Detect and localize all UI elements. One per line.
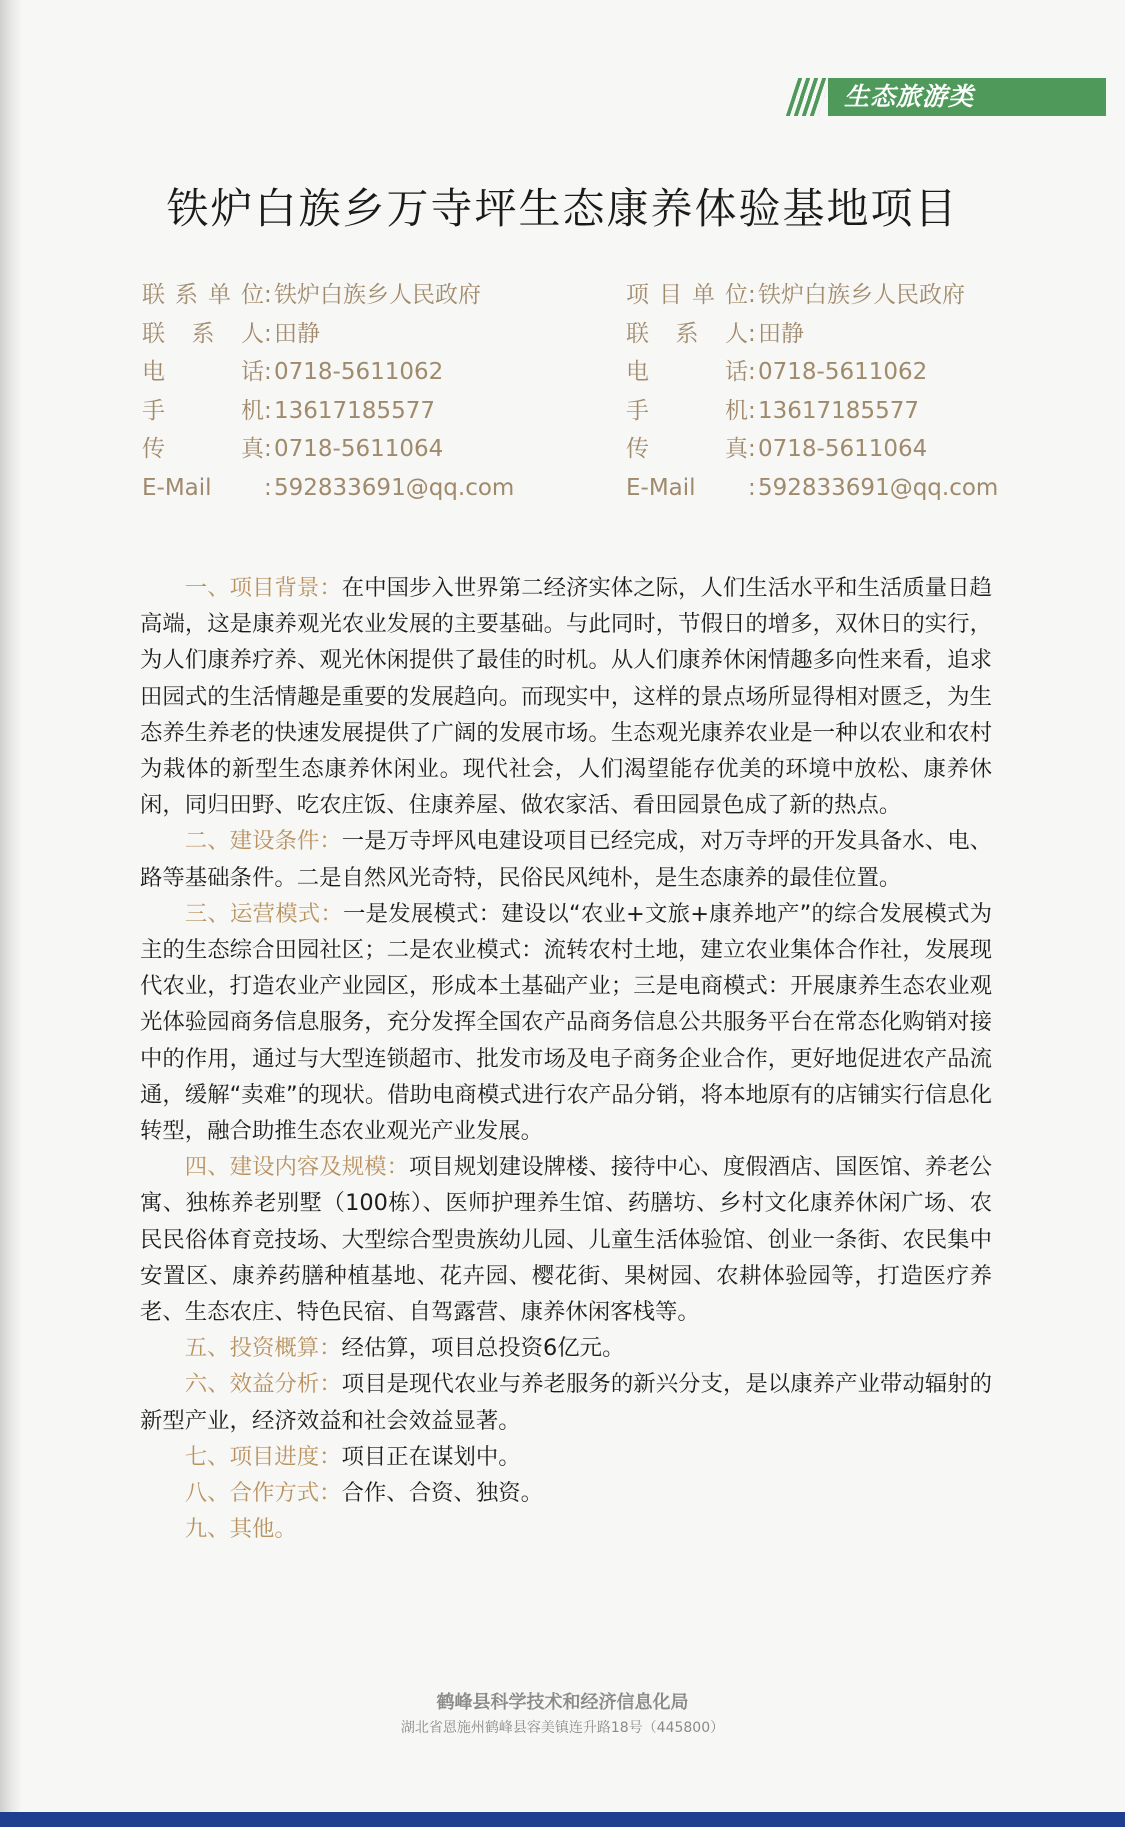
section-paragraph [140,570,992,823]
contact-label: 电话 [626,359,748,385]
section-heading: 七、项目进度： [184,1443,342,1470]
footer-address: 湖北省恩施州鹤峰县容美镇连升路18号（445800） [400,1720,725,1736]
category-tag [792,78,1106,116]
section-paragraph [140,1366,992,1438]
contact-label: 联系单位 [142,282,264,308]
contact-label: 手机 [626,397,748,424]
section-heading: 二、建设条件： [184,828,342,855]
contact-value: 13617185577 [274,397,435,424]
contact-value: 铁炉白族乡人民政府 [274,282,481,308]
contact-row: 手机:13617185577 [626,392,1046,431]
contact-block-left [142,276,562,507]
section-text: 项目正在谋划中。 [341,1443,521,1470]
contact-label: 联系人 [142,320,264,347]
section-text: 项目是现代农业与养老服务的新兴分支，是以康养产业带动辐射的新型产业，经济效益和社会效益显著。 [140,1371,993,1434]
category-tag-stripes [786,78,830,116]
contact-row: 传真:0718-5611064 [626,430,1046,469]
section-text: 合作、合资、独资。 [341,1480,544,1507]
contact-row: E-Mail :592833691@qq.com [626,469,1046,508]
contact-row: 项目单位:铁炉白族乡人民政府 [626,276,1046,315]
section-text: 一是发展模式：建设以“农业+文旅+康养地产”的综合发展模式为主的生态综合田园社区；二是农业模式：流转农村土地，建立农业集体合作社，发展现代农业，打造农业产业园区，形成本土基础产业；三是电商模式：开展康养生态农业观光体验园商务信息服务，充分发挥全国农产品商务信息公共服务平台在常态化购销对接中的作用，通过与大型连锁超市、批发市场及电子商务企业合作，更好地促进农产品流通，缓解“卖难”的现状。借助电商模式进行农产品分销，将本地原有的店铺实行信息化转型，融合助推生态农业观光产业发展。 [140,900,992,1145]
section-paragraph [140,1330,992,1366]
contact-row: 手机:13617185577 [142,392,562,431]
section-heading: 一、项目背景： [184,575,342,601]
contact-block-right [626,276,1046,507]
section-heading: 九、其他。 [184,1516,297,1543]
contact-label: 电话 [142,359,264,385]
section-heading: 三、运营模式： [184,900,344,927]
contact-value: 0718-5611062 [758,359,928,385]
contact-value: 0718-5611064 [274,436,444,462]
contact-row: 传真:0718-5611064 [142,430,562,469]
section-heading: 五、投资概算： [184,1335,342,1362]
section-paragraph [140,1439,992,1475]
project-description [140,570,992,1547]
contact-value: 田静 [274,320,320,347]
contact-row: 联系单位:铁炉白族乡人民政府 [142,276,562,315]
section-heading: 六、效益分析： [184,1371,342,1398]
contact-label: 联系人 [626,320,748,347]
contact-email-link[interactable]: 592833691@qq.com [274,474,515,501]
page-footer [0,1688,1125,1737]
contact-row: 联系人:田静 [626,315,1046,354]
section-heading: 八、合作方式： [184,1480,342,1507]
contact-email-link[interactable]: 592833691@qq.com [758,474,999,501]
contact-row: 电话:0718-5611062 [626,353,1046,392]
contact-row: E-Mail :592833691@qq.com [142,469,562,508]
page-spine-shadow [0,0,22,1812]
contact-label: 项目单位 [626,282,748,308]
page-title: 铁炉白族乡万寺坪生态康养体验基地项目 [166,184,959,233]
section-text: 在中国步入世界第二经济实体之际，人们生活水平和生活质量日趋高端，这是康养观光农业发展的主要基础。与此同时，节假日的增多，双休日的实行，为人们康养疗养、观光休闲提供了最佳的时机。从人们康养休闲情趣多向性来看，追求田园式的生活情趣是重要的发展趋向。而现实中，这样的景点场所显得相对匮乏，为生态养生养老的快速发展提供了广阔的发展市场。生态观光康养农业是一种以农业和农村为栽体的新型生态康养休闲业。现代社会，人们渴望能存优美的环境中放松、康养休闲，同归田野、吃农庄饭、住康养屋、做农家活、看田园景色成了新的热点。 [140,575,993,819]
section-paragraph [140,1511,992,1547]
section-paragraph [140,823,992,895]
section-paragraph [140,1475,992,1511]
contact-label: E-Mail [626,474,696,501]
section-paragraph [140,1149,992,1330]
contact-value: 田静 [758,320,804,347]
contact-label: 手机 [142,397,264,424]
contact-label: 传真 [626,436,748,462]
contact-value: 13617185577 [758,397,919,424]
contact-label: E-Mail [142,474,212,501]
section-text: 一是万寺坪风电建设项目已经完成，对万寺坪的开发具备水、电、路等基础条件。二是自然风光奇特，民俗民风纯朴，是生态康养的最佳位置。 [140,828,993,891]
contact-label: 传真 [142,436,264,462]
section-heading: 四、建设内容及规模： [184,1154,410,1181]
section-paragraph [140,896,992,1149]
section-text: 经估算，项目总投资6亿元。 [341,1335,625,1362]
contact-row: 电话:0718-5611062 [142,353,562,392]
category-tag-label: 生态旅游类 [828,78,1106,116]
section-text: 项目规划建设牌楼、接待中心、度假酒店、国医馆、养老公寓、独栋养老别墅（100栋）、医师护理养生馆、药膳坊、乡村文化康养休闲广场、农民民俗体育竞技场、大型综合型贵族幼儿园、儿童生活体验馆、创业一条街、农民集中安置区、康养药膳种植基地、花卉园、樱花街、果树园、农耕体验园等，打造医疗养老、生态农庄、特色民宿、自驾露营、康养休闲客栈等。 [140,1154,993,1326]
contact-value: 0718-5611064 [758,436,928,462]
contact-value: 0718-5611062 [274,359,444,385]
contact-row: 联系人:田静 [142,315,562,354]
footer-org: 鹤峰县科学技术和经济信息化局 [436,1692,689,1713]
contact-value: 铁炉白族乡人民政府 [758,282,965,308]
